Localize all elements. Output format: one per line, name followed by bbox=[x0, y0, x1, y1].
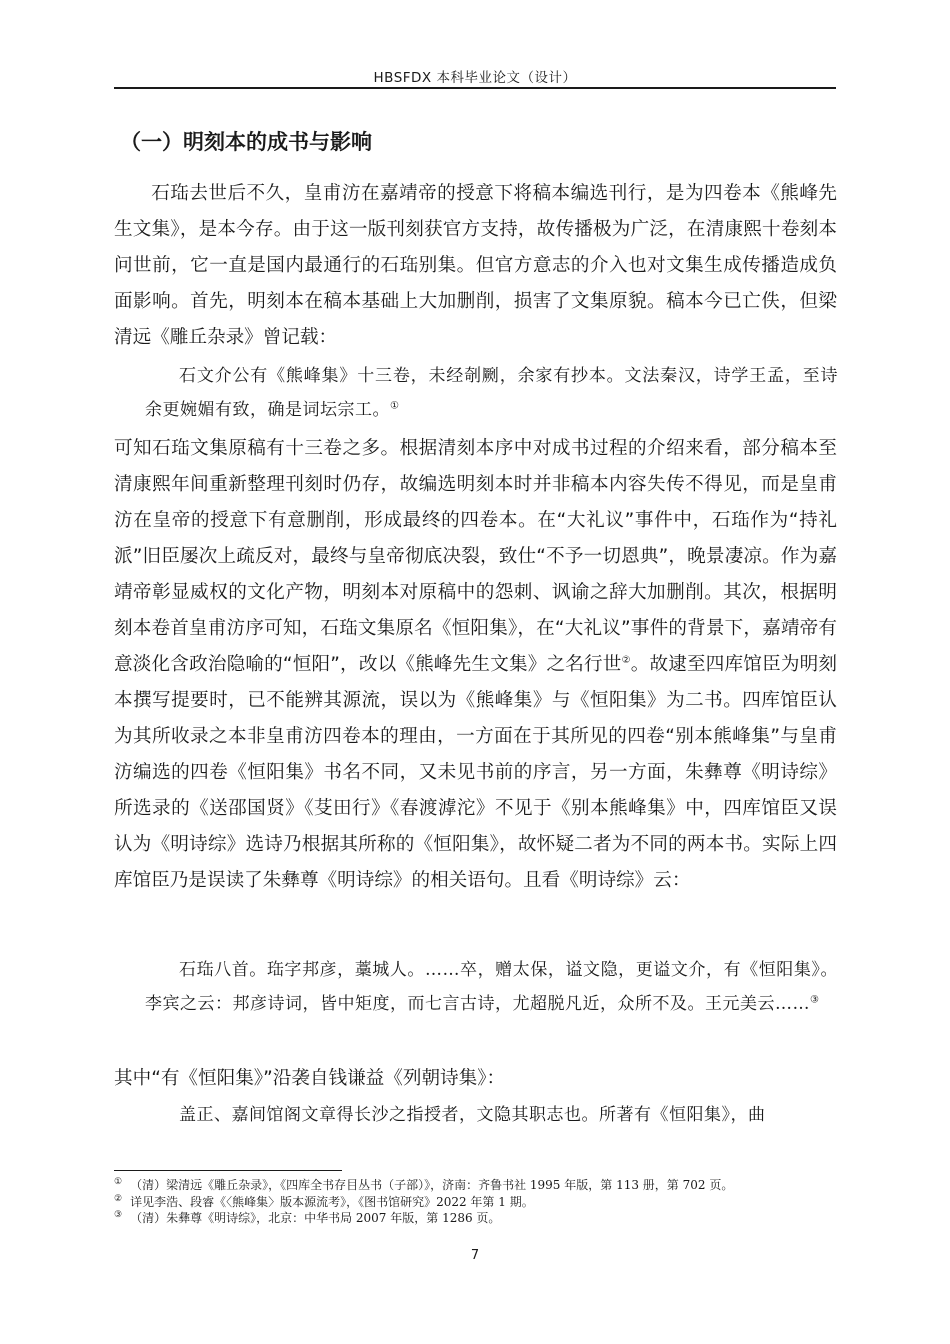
block-quote-1-text: 石文介公有《熊峰集》十三卷，未经剞劂，余家有抄本。文法秦汉，诗学王孟，至诗余更婉媚有致，确是词坛宗工。 bbox=[145, 366, 838, 420]
block-quote-2-text: 石珤八首。珤字邦彦，藁城人。……卒，赠太保，谥文隐，更谥文介，有《恒阳集》。李宾之云：邦彦诗词，皆中矩度，而七言古诗，尤超脱凡近，众所不及。王元美云…… bbox=[145, 960, 838, 1014]
block-quote-3-text: 盖正、嘉间馆阁文章得长沙之指授者，文隐其职志也。所著有《恒阳集》，曲 bbox=[179, 1105, 766, 1125]
footnote-ref-2[interactable]: ② bbox=[621, 654, 631, 666]
footnote-1-mark: ① bbox=[114, 1177, 123, 1187]
header-rule bbox=[114, 87, 836, 89]
footnote-3-mark: ③ bbox=[114, 1210, 123, 1220]
footnote-ref-1[interactable]: ① bbox=[390, 400, 400, 412]
footnote-2-mark: ② bbox=[114, 1193, 123, 1204]
footnote-3 bbox=[114, 1210, 844, 1227]
block-quote-3 bbox=[145, 1098, 838, 1132]
paragraph-2-text-a: 可知石珤文集原稿有十三卷之多。根据清刻本序中对成书过程的介绍来看，部分稿本至清康熙年间重新整理刊刻时仍存，故编选明刻本时并非稿本内容失传不得见，而是皇甫汸在皇帝的授意下有意删削，形成最终的四卷本。在“大礼议”事件中，石珤作为“持礼派”旧臣屡次上疏反对，最终与皇帝彻底决裂，致仕“不予一切恩典”，晚景凄凉。作为嘉靖帝彰显威权的文化产物，明刻本对原稿中的怨刺、讽谕之辞大加删削。其次，根据明刻本卷首皇甫汸序可知，石珤文集原名《恒阳集》，在“大礼议”事件的背景下，嘉靖帝有意淡化含政治隐喻的“恒阳”，改以《熊峰先生文集》之名行世 bbox=[114, 438, 837, 675]
footnote-1 bbox=[114, 1177, 844, 1194]
paragraph-2-text-b: 。故逮至四库馆臣为明刻本撰写提要时，已不能辨其源流，误以为《熊峰集》与《恒阳集》为二书。四库馆臣认为其所收录之本非皇甫汸四卷本的理由，一方面在于其所见的四卷“别本熊峰集”与皇甫汸编选的四卷《恒阳集》书名不同，又未见书前的序言，另一方面，朱彝尊《明诗综》所选录的《送邵国贤》《芟田行》《春渡滹沱》不见于《别本熊峰集》中，四库馆臣又误认为《明诗综》选诗乃根据其所称的《恒阳集》，故怀疑二者为不同的两本书。实际上四库馆臣乃是误读了朱彝尊《明诗综》的相关语句。且看《明诗综》云： bbox=[114, 654, 837, 891]
page-number: 7 bbox=[470, 1248, 480, 1263]
footnote-3-text: （清）朱彝尊《明诗综》，北京：中华书局 2007 年版，第 1286 页。 bbox=[130, 1211, 501, 1225]
footnote-ref-3[interactable]: ③ bbox=[810, 994, 820, 1006]
footnote-1-text: （清）梁清远《雕丘杂录》，《四库全书存目丛书（子部）》，济南：齐鲁书社 1995 年版，第 113 册，第 702 页。 bbox=[130, 1178, 734, 1192]
running-header: HBSFDX 本科毕业论文（设计） bbox=[373, 70, 577, 86]
section-heading: （一）明刻本的成书与影响 bbox=[120, 130, 372, 154]
block-quote-1 bbox=[145, 359, 838, 427]
block-quote-2 bbox=[145, 953, 838, 1021]
paragraph-2 bbox=[114, 431, 837, 899]
footnote-2 bbox=[114, 1194, 844, 1211]
paragraph-3 bbox=[114, 1061, 837, 1097]
paragraph-1-text: 石珤去世后不久，皇甫汸在嘉靖帝的授意下将稿本编选刊行，是为四卷本《熊峰先生文集》，是本今存。由于这一版刊刻获官方支持，故传播极为广泛，在清康熙十卷刻本问世前，它一直是国内最通行的石珤别集。但官方意志的介入也对文集生成传播造成负面影响。首先，明刻本在稿本基础上大加删削，损害了文集原貌。稿本今已亡佚，但梁清远《雕丘杂录》曾记载： bbox=[114, 183, 837, 348]
footnote-rule bbox=[114, 1170, 342, 1171]
paragraph-3-text: 其中“有《恒阳集》”沿袭自钱谦益《列朝诗集》： bbox=[114, 1068, 506, 1089]
paragraph-1 bbox=[114, 176, 837, 356]
footnote-2-text: 详见李浩、段睿《〈熊峰集〉版本源流考》，《图书馆研究》2022 年第 1 期。 bbox=[130, 1194, 534, 1209]
footnotes bbox=[114, 1177, 844, 1227]
